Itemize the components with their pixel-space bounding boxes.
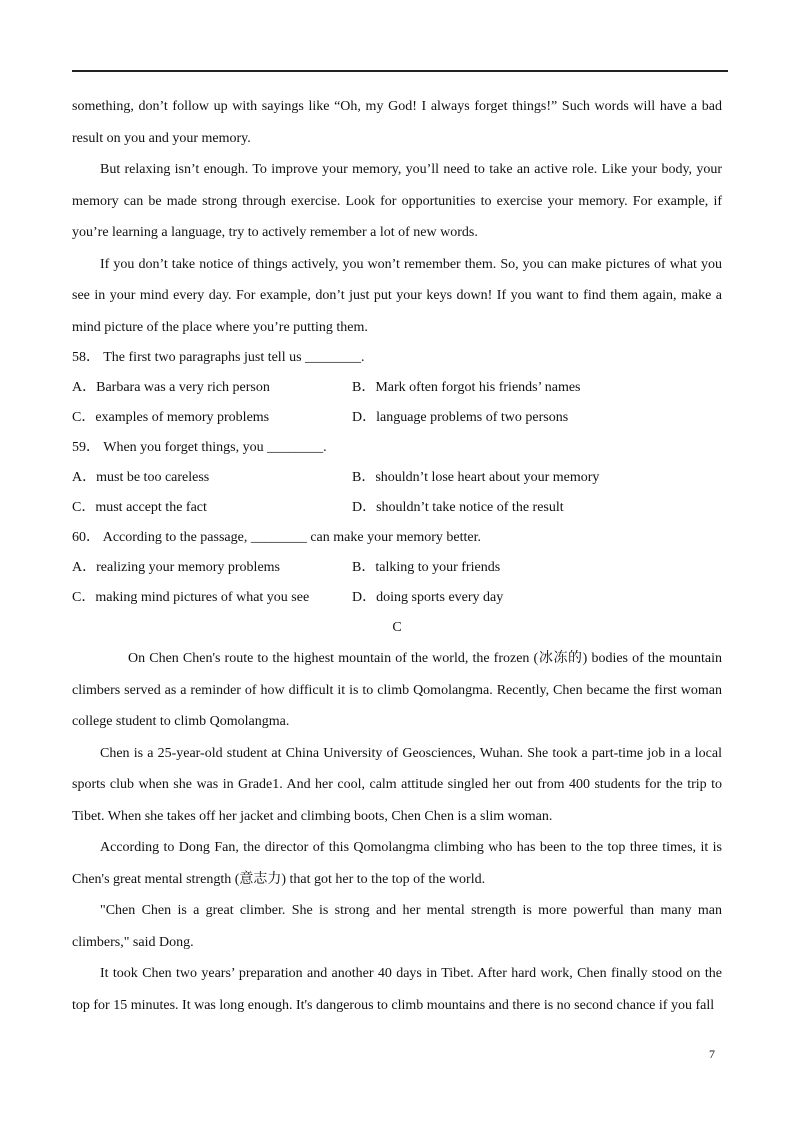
option-d: D．shouldn’t take notice of the result [352, 500, 564, 515]
option-b: B．shouldn’t lose heart about your memory [352, 470, 600, 485]
option-row [72, 373, 722, 403]
option-c: C．examples of memory problems [72, 410, 270, 425]
option-c: C．must accept the fact [72, 500, 207, 515]
question-stem: 59． When you forget things, you ________. [72, 440, 327, 455]
section-heading: C [392, 620, 402, 635]
option-c: C．making mind pictures of what you see [72, 590, 310, 605]
passage-paragraph-continued: something, don’t follow up with sayings like “Oh, my God! I always forget things!” Such words will have a bad result on you and your memory. [72, 99, 722, 146]
option-d: D．language problems of two persons [352, 410, 569, 425]
passage-paragraph: "Chen Chen is a great climber. She is strong and her mental strength is more powerful than many man climbers," said Dong. [72, 903, 722, 950]
option-row [72, 403, 722, 433]
header-rule [72, 70, 728, 72]
passage-paragraph: According to Dong Fan, the director of this Qomolangma climbing who has been to the top three times, it is Chen's great mental strength (意志力) that got her to the top of the world. [72, 840, 722, 887]
option-d: D．doing sports every day [352, 590, 504, 605]
option-row [72, 463, 722, 493]
option-b: B．Mark often forgot his friends’ names [352, 380, 581, 395]
option-a: A．realizing your memory problems [72, 560, 281, 575]
option-row [72, 493, 722, 523]
passage-paragraph: Chen is a 25-year-old student at China University of Geosciences, Wuhan. She took a part-time job in a local sports club when she was in Grade1. And her cool, calm attitude singled her out from 400 students for the trip to Tibet. When she takes off her jacket and climbing boots, Chen Chen is a slim woman. [72, 745, 722, 824]
question-60 [72, 523, 722, 613]
passage-paragraph: It took Chen two years’ preparation and another 40 days in Tibet. After hard work, Chen finally stood on the top for 15 minutes. It was long enough. It's dangerous to climb mountains and there is no second chance if you fall [72, 966, 722, 1013]
question-59 [72, 433, 722, 523]
question-stem: 58． The first two paragraphs just tell us ________. [72, 350, 365, 365]
option-a: A．Barbara was a very rich person [72, 380, 270, 395]
passage-paragraph: On Chen Chen's route to the highest mountain of the world, the frozen (冰冻的) bodies of the mountain climbers served as a reminder of how difficult it is to climb Qomolangma. Recently, Chen became the first woman college student to climb Qomolangma. [72, 651, 722, 729]
option-row [72, 583, 722, 613]
passage-paragraph: But relaxing isn’t enough. To improve your memory, you’ll need to take an active role. Like your body, your memory can be made strong through exercise. Look for opportunities to exercise your memory. For example, if you’re learning a language, try to actively remember a lot of new words. [72, 162, 722, 240]
page-number: 7 [709, 1047, 715, 1061]
option-b: B．talking to your friends [352, 560, 501, 575]
passage-paragraph: If you don’t take notice of things actively, you won’t remember them. So, you can make pictures of what you see in your mind every day. For example, don’t just put your keys down! If you want to find them again, make a mind picture of the place where you’re putting them. [72, 256, 722, 335]
question-stem: 60． According to the passage, ________ can make your memory better. [72, 530, 482, 545]
page-body [72, 91, 722, 1021]
question-58 [72, 343, 722, 433]
option-row [72, 553, 722, 583]
option-a: A．must be too careless [72, 470, 210, 485]
